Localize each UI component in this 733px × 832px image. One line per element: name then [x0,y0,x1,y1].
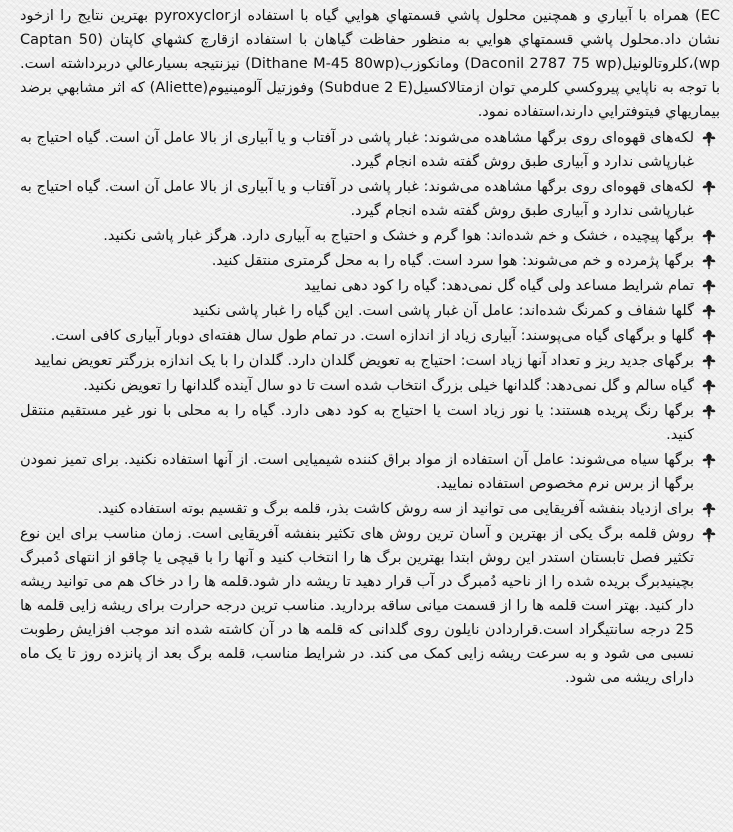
list-item [20,274,720,298]
list-item [20,299,720,323]
list-item [20,497,720,521]
intro-paragraph: EC) همراه با آبياري و همچنين محلول پاشي قسمتهاي هوايي گياه با استفاده ازpyroxyclor بهترين نتايج را ازخود نشان داد.محلول پاشي قسمتهاي هوايي به منظور حفاظت گياهان با استفاده ازقارچ كشهاي كاپتان (Captan 50 wp)،كلروتالونيل(Daconil 2787 75 wp) ومانكوزب(Dithane M-45 80wp) نيزنتيجه بسيارعالي دربرداشته است. با توجه به ناپايي پيروكسي كلرمي توان ازمتالاكسيل(Subdue 2 E) وفوزتيل آلومينيوم(Aliette) كه اثر مشابهي برضد بيماريهاي فيتوفترايي دارند،استفاده نمود. [20,8,721,120]
article-body [20,0,720,691]
leaf-bullet-icon [700,525,718,543]
list-item [20,374,720,398]
list-item-text: برگها سیاه می‌شوند: عامل آن استفاده از مواد براق کننده شیمیایی است. از آنها استفاده نکنید. برای تمیز نمودن برگها از برس نرم مخصوص استفاده نمایید. [20,452,694,492]
leaf-bullet-icon [700,451,718,469]
leaf-bullet-icon [700,227,718,245]
leaf-bullet-icon [700,277,718,295]
list-item-text: برای ازدیاد بنفشه آفریقایی می توانید از سه روش کاشت بذر، قلمه برگ و تقسیم بوته استفاده کنید. [97,501,694,517]
list-item-text: برگها رنگ پریده هستند: یا نور زیاد است یا احتیاج به کود دهی دارد. گیاه را به محلی با نور غیر مستقیم منتقل کنید. [20,403,694,443]
list-item-text: برگهای جدید ریز و تعداد آنها زیاد است: احتیاج به تعویض گلدان دارد. گلدان را با یک اندازه بزرگتر تعویض نمایید [34,353,694,369]
leaf-bullet-icon [700,377,718,395]
list-item-text: برگها پیچیده ، خشک و خم شده‌اند: هوا گرم و خشک و احتیاج به آبیاری دارد. هرگز غبار پاشی نکنید. [103,228,694,244]
list-item-text: تمام شرایط مساعد ولی گیاه گل نمی‌دهد: گیاه را کود دهی نمایید [304,278,694,294]
list-item [20,399,720,447]
list-item-text: برگها پژمرده و خم می‌شوند: هوا سرد است. گیاه را به محل گرمتری منتقل کنید. [211,253,694,269]
list-item-text: لکه‌های قهوه‌ای روی برگها مشاهده می‌شوند: غبار پاشی در آفتاب و یا آبیاری از بالا عامل آن است. گیاه احتیاج به غبارپاشی ندارد و آبیاری طبق روش گفته شده انجام گیرد. [20,179,694,219]
leaf-bullet-icon [700,500,718,518]
leaf-bullet-icon [700,129,718,147]
leaf-bullet-icon [700,302,718,320]
list-item [20,249,720,273]
leaf-bullet-icon [700,402,718,420]
list-item [20,324,720,348]
list-item [20,522,720,690]
leaf-bullet-icon [700,327,718,345]
list-item [20,126,720,174]
leaf-bullet-icon [700,352,718,370]
care-tips-list [20,126,720,690]
leaf-bullet-icon [700,178,718,196]
list-item [20,349,720,373]
leaf-bullet-icon [700,252,718,270]
list-item [20,224,720,248]
list-item-text: لکه‌های قهوه‌ای روی برگها مشاهده می‌شوند: غبار پاشی در آفتاب و یا آبیاری از بالا عامل آن است. گیاه احتیاج به غبارپاشی ندارد و آبیاری طبق روش گفته شده انجام گیرد. [20,130,694,170]
list-item-text: گلها شفاف و کمرنگ شده‌اند: عامل آن غبار پاشی است. این گیاه را غبار پاشی نکنید [192,303,694,319]
list-item [20,448,720,496]
list-item-text: گیاه سالم و گل نمی‌دهد: گلدانها خیلی بزرگ انتخاب شده است تا دو سال آینده گلدانها را تعویض نکنید. [83,378,694,394]
list-item [20,175,720,223]
list-item-text: گلها و برگهای گیاه می‌پوسند: آبیاری زیاد از اندازه است. در تمام طول سال هفته‌ای دوبار آبیاری کافی است. [50,328,694,344]
list-item-text: روش قلمه برگ یکی از بهترین و آسان ترین روش های تکثیر بنفشه آفریقایی است. زمان مناسب برای این نوع تکثیر فصل تابستان استدر این روش ابتدا بهترین برگ ها را انتخاب کنید و آنها را با قیچی یا چاقو از انتهای دُمبرگ بچینیدبرگ بریده شده را از ناحیه دُمبرگ در آب قرار دهید تا ریشه دار شود.قلمه ها را در خاک هم می توانید ریشه دار کنید. بهتر است قلمه ها را از قسمت میانی ساقه بردارید. مناسب ترین درجه حرارت برای ریشه زایی قلمه ها 25 درجه سانتیگراد است.قراردادن نایلون روی گلدانی که قلمه ها در آن کاشته شده اند موجب افزایش رطوبت نسبی می شود و به سرعت ریشه زایی کمک می کند. در شرایط مناسب، قلمه برگ بعد از پانزده روز تا یک ماه دارای ریشه می شود. [20,526,694,686]
